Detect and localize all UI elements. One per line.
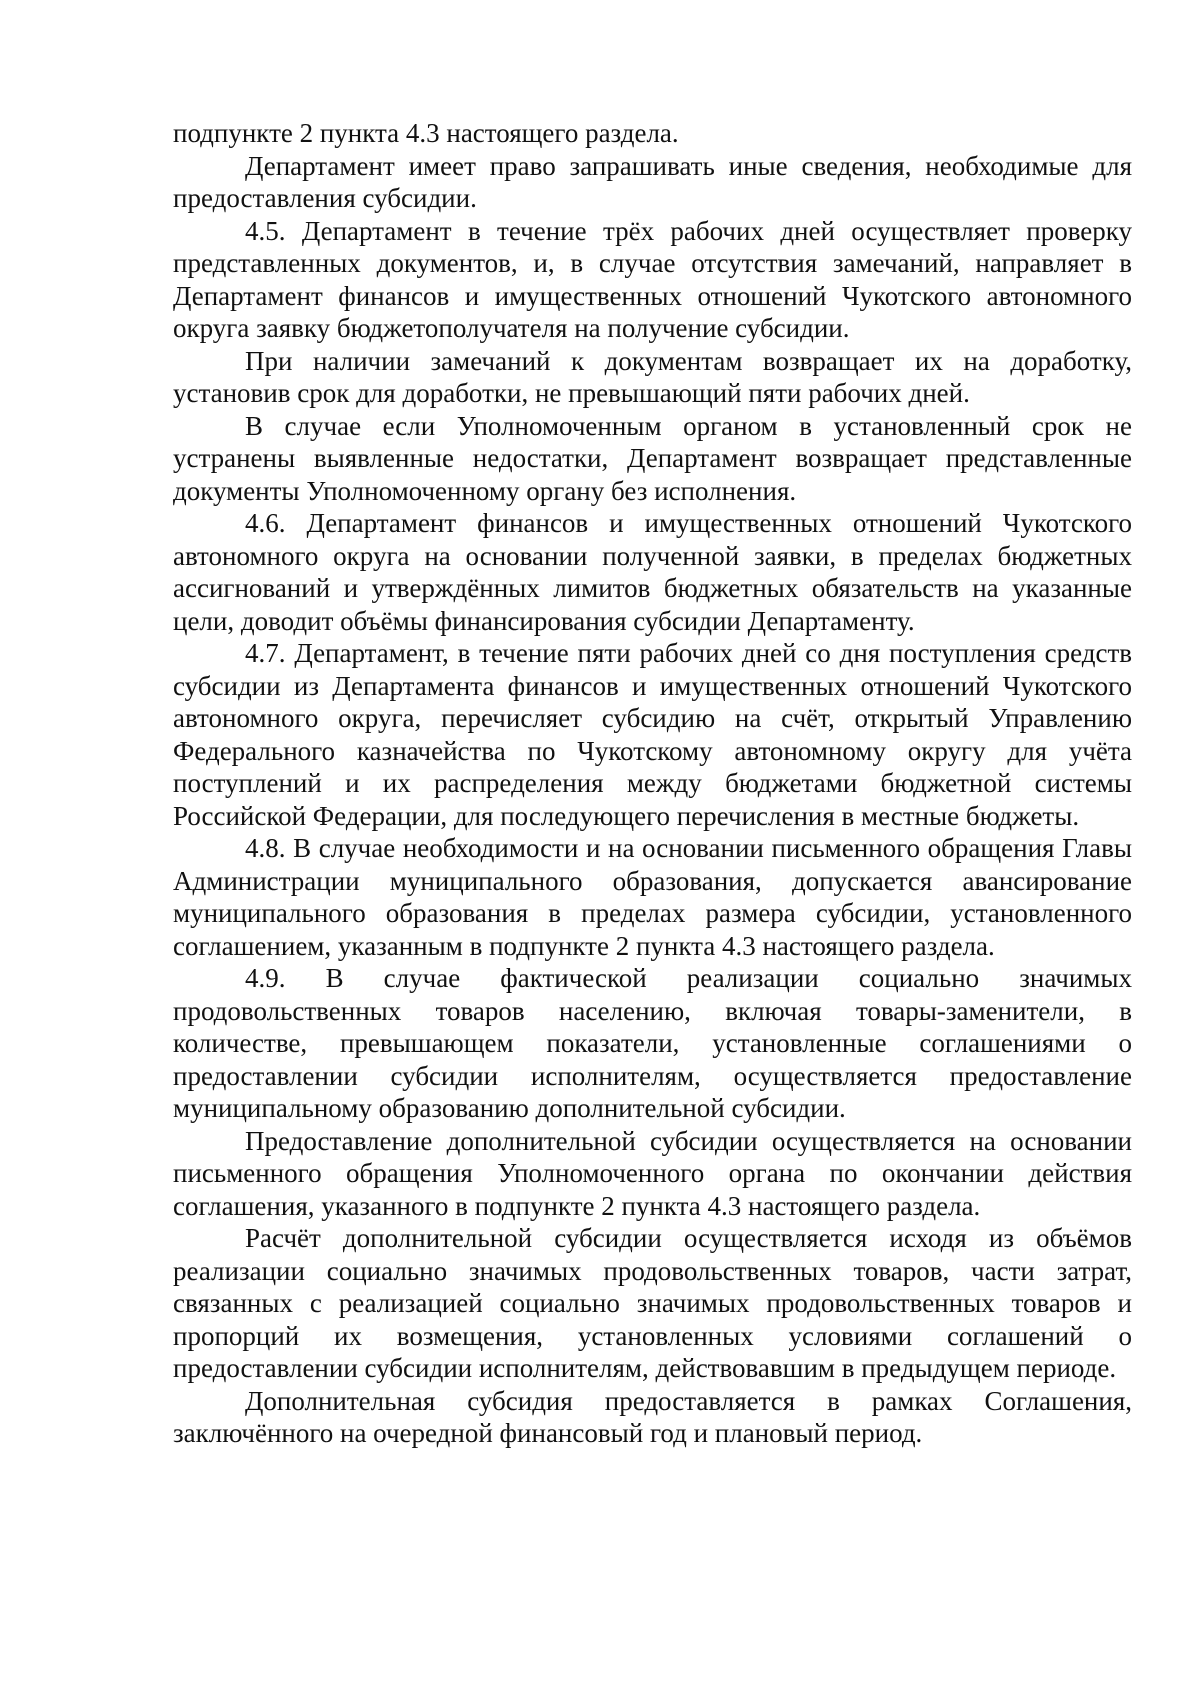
paragraph-4-6: 4.6. Департамент финансов и имущественных отношений Чукотского автономного округа на основании полученной заявки, в пределах бюджетных ассигнований и утверждённых лимитов бюджетных обязательств на указанные цели, доводит объёмы финансирования субсидии Департаменту. [173,508,1132,636]
paragraph-deficiencies: В случае если Уполномоченным органом в установленный срок не устранены выявленные недостатки, Департамент возвращает представленные документы Уполномоченному органу без исполнения. [173,410,1132,506]
document-body [173,117,1132,1450]
paragraph-4-9: 4.9. В случае фактической реализации социально значимых продовольственных товаров населению, включая товары-заменители, в количестве, превышающем показатели, установленные соглашениями о предоставлении субсидии исполнителям, осуществляется предоставление муниципальному образованию дополнительной субсидии. [173,963,1132,1123]
paragraph-4-5: 4.5. Департамент в течение трёх рабочих дней осуществляет проверку представленных документов, и, в случае отсутствия замечаний, направляет в Департамент финансов и имущественных отношений Чукотского автономного округа заявку бюджетополучателя на получение субсидии. [173,215,1132,343]
paragraph-4-8: 4.8. В случае необходимости и на основании письменного обращения Главы Администрации муниципального образования, допускается авансирование муниципального образования в пределах размера субсидии, установленного соглашением, указанным в подпункте 2 пункта 4.3 настоящего раздела. [173,833,1132,961]
paragraph-4-7: 4.7. Департамент, в течение пяти рабочих дней со дня поступления средств субсидии из Департамента финансов и имущественных отношений Чукотского автономного округа, перечисляет субсидию на счёт, открытый Управлению Федерального казначейства по Чукотскому автономному округу для учёта поступлений и их распределения между бюджетами бюджетной системы Российской Федерации, для последующего перечисления в местные бюджеты. [173,638,1132,831]
paragraph-continuation: подпункте 2 пункта 4.3 настоящего раздела. [173,118,679,148]
paragraph-request-info: Департамент имеет право запрашивать иные сведения, необходимые для предоставления субсидии. [173,150,1132,213]
paragraph-additional-subsidy-basis: Предоставление дополнительной субсидии осуществляется на основании письменного обращения Уполномоченного органа по окончании действия соглашения, указанного в подпункте 2 пункта 4.3 настоящего раздела. [173,1125,1132,1221]
paragraph-remarks: При наличии замечаний к документам возвращает их на доработку, установив срок для доработки, не превышающий пяти рабочих дней. [173,345,1132,408]
paragraph-additional-subsidy-calculation: Расчёт дополнительной субсидии осуществляется исходя из объёмов реализации социально значимых продовольственных товаров, части затрат, связанных с реализацией социально значимых продовольственных товаров и пропорций их возмещения, установленных условиями соглашений о предоставлении субсидии исполнителям, действовавшим в предыдущем периоде. [173,1223,1132,1383]
paragraph-additional-subsidy-agreement: Дополнительная субсидия предоставляется в рамках Соглашения, заключённого на очередной финансовый год и плановый период. [173,1385,1132,1448]
